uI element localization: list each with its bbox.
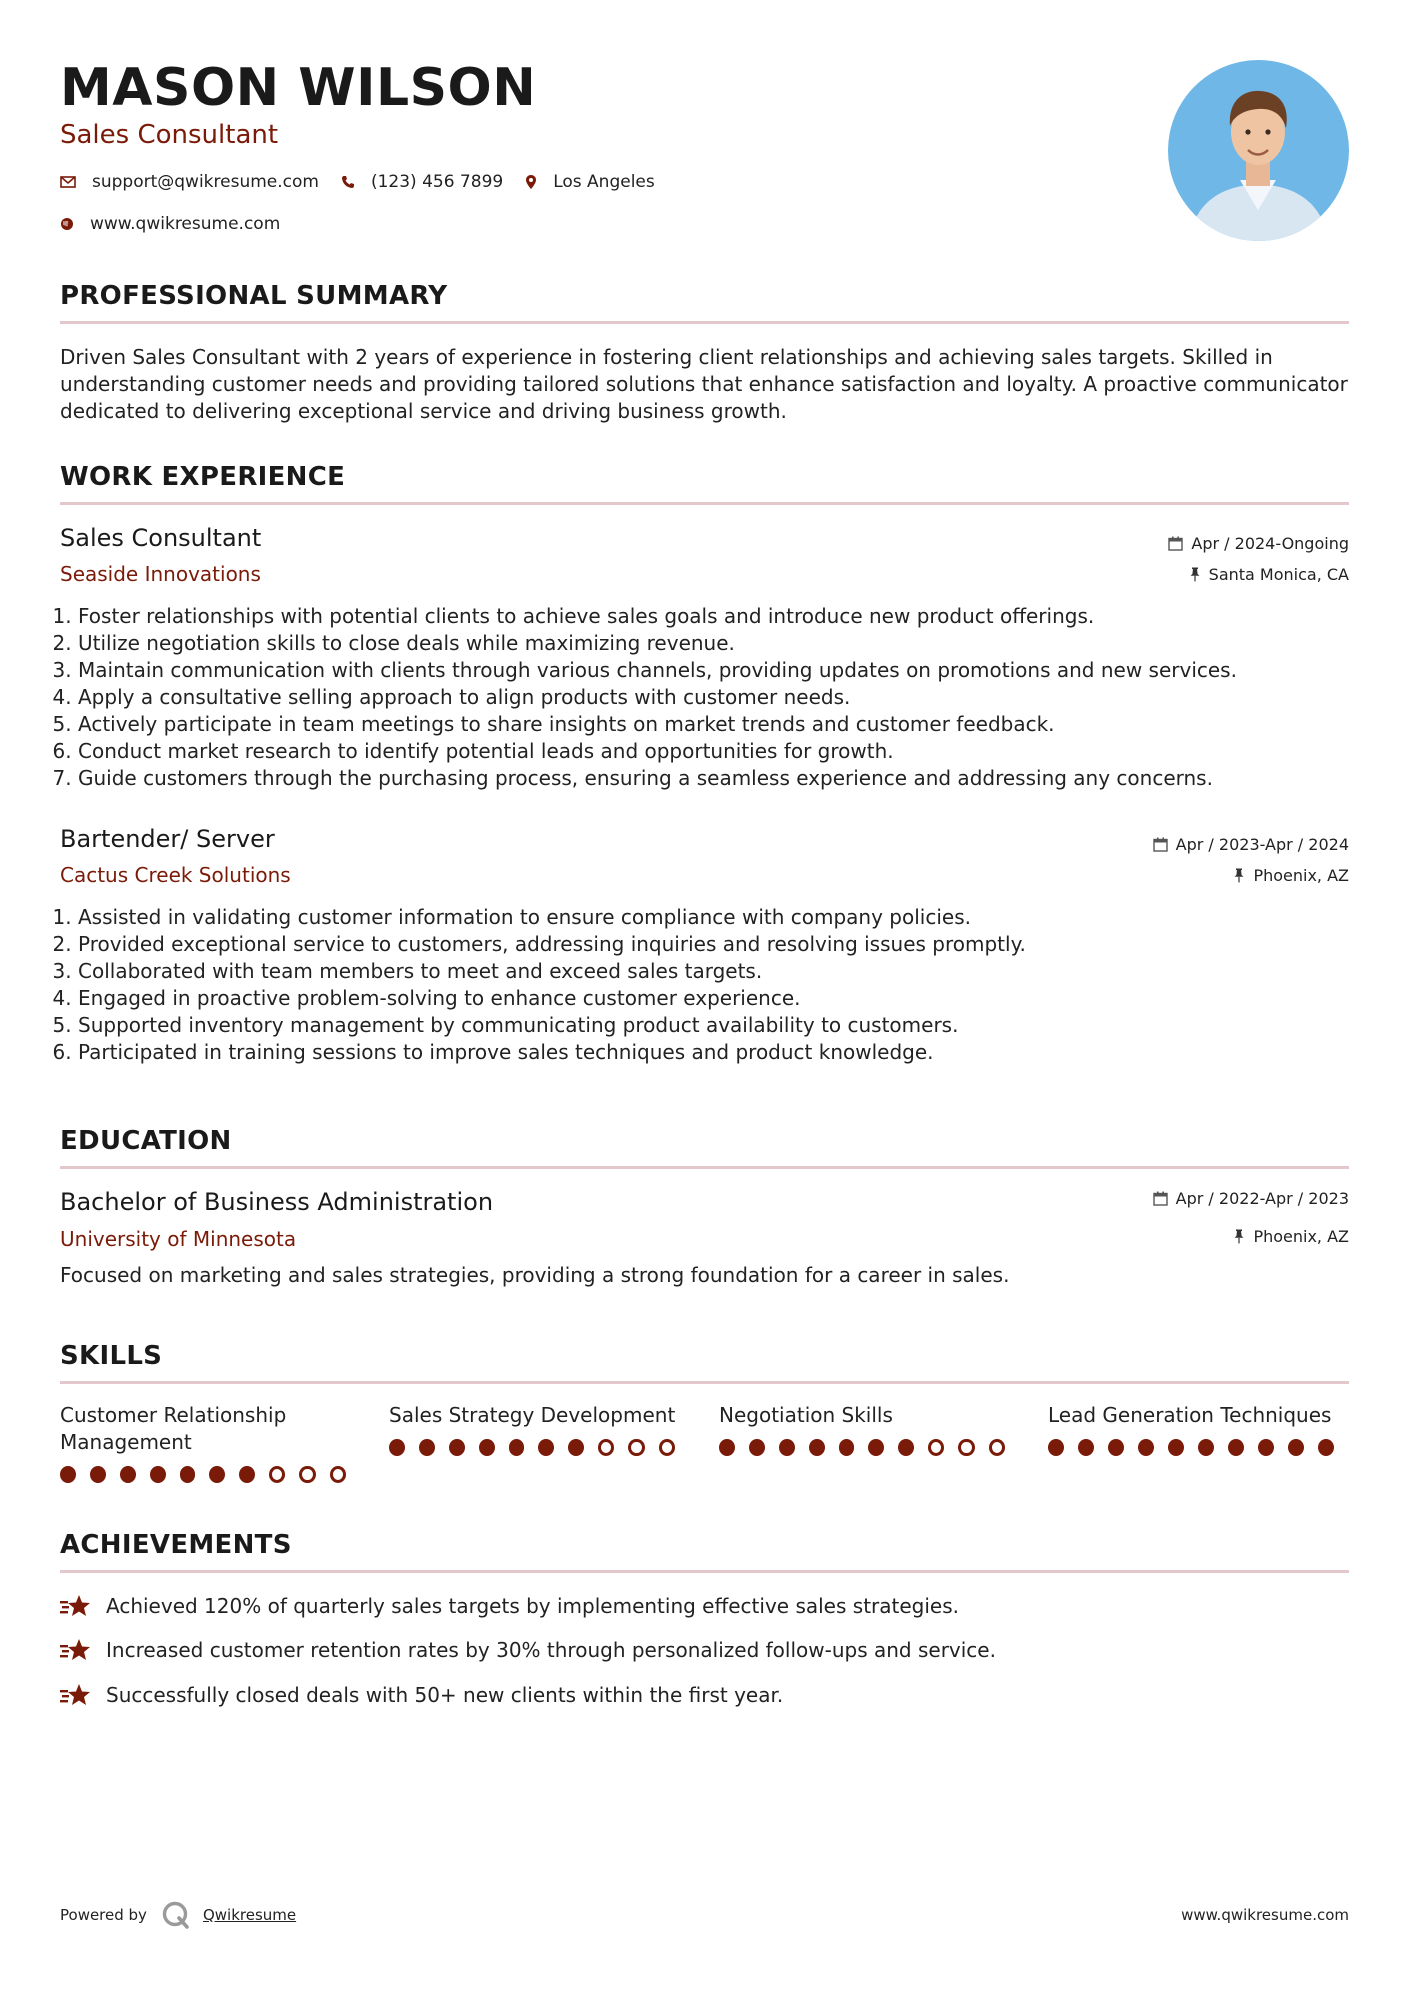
contact-email [60, 172, 319, 192]
rating-dot-filled [209, 1466, 225, 1483]
achievements-heading: ACHIEVEMENTS [60, 1530, 292, 1560]
rating-dot-empty [659, 1439, 675, 1456]
qwikresume-logo-icon [161, 1900, 191, 1930]
job-location [1189, 565, 1349, 584]
pin-icon [1189, 567, 1201, 582]
rating-dot-empty [958, 1439, 974, 1456]
skill-name: Customer Relationship Management [60, 1403, 287, 1454]
rating-dot-empty [299, 1466, 315, 1483]
skill-item [719, 1402, 1019, 1456]
rating-dot-filled [1048, 1439, 1064, 1456]
rating-dot-filled [719, 1439, 735, 1456]
rating-dot-filled [839, 1439, 855, 1456]
list-item: 4. Engaged in proactive problem-solving to enhance customer experience. [78, 985, 1368, 1012]
education-description: Focused on marketing and sales strategies, providing a strong foundation for a career in sales. [60, 1263, 1010, 1287]
achievement-item [60, 1682, 783, 1708]
rating-dot-filled [1138, 1439, 1154, 1456]
company-name: Cactus Creek Solutions [60, 863, 291, 887]
footer-url[interactable]: www.qwikresume.com [1181, 1906, 1349, 1924]
rating-dot-filled [898, 1439, 914, 1456]
calendar-icon [1153, 1191, 1168, 1206]
job-location-text: Phoenix, AZ [1253, 866, 1349, 885]
rating-dot-empty [598, 1439, 614, 1456]
job-dates [1168, 534, 1349, 553]
footer-powered-by [60, 1900, 296, 1930]
rating-dot-filled [1288, 1439, 1304, 1456]
star-icon [60, 1682, 92, 1708]
achievement-text: Achieved 120% of quarterly sales targets by implementing effective sales strategies. [106, 1594, 959, 1618]
skill-rating [719, 1439, 1019, 1456]
job-bullets [54, 603, 1368, 792]
skill-rating [60, 1466, 360, 1483]
rating-dot-filled [449, 1439, 465, 1456]
rating-dot-filled [538, 1439, 554, 1456]
skill-rating [1048, 1439, 1348, 1456]
list-item: 4. Apply a consultative selling approach to align products with customer needs. [78, 684, 1368, 711]
list-item: 7. Guide customers through the purchasing process, ensuring a seamless experience and addressing any concerns. [78, 765, 1368, 792]
job-location-text: Santa Monica, CA [1208, 565, 1349, 584]
section-divider [60, 321, 1349, 324]
section-divider [60, 1570, 1349, 1573]
rating-dot-filled [1318, 1439, 1334, 1456]
skill-item [60, 1402, 360, 1483]
list-item: 2. Provided exceptional service to customers, addressing inquiries and resolving issues promptly. [78, 931, 1368, 958]
pin-icon [1233, 868, 1245, 883]
job-title: Bartender/ Server [60, 825, 275, 853]
list-item: 3. Collaborated with team members to meet and exceed sales targets. [78, 958, 1368, 985]
list-item: 6. Participated in training sessions to improve sales techniques and product knowledge. [78, 1039, 1368, 1066]
job-title: Sales Consultant [60, 524, 262, 552]
candidate-name: MASON WILSON [60, 58, 537, 118]
company-name: Seaside Innovations [60, 562, 261, 586]
achievement-item [60, 1637, 996, 1663]
globe-icon [60, 217, 74, 231]
job-dates [1153, 835, 1349, 854]
education-dates [1153, 1189, 1349, 1208]
list-item: 2. Utilize negotiation skills to close deals while maximizing revenue. [78, 630, 1368, 657]
rating-dot-empty [628, 1439, 644, 1456]
rating-dot-filled [1168, 1439, 1184, 1456]
contact-row-website [60, 214, 302, 234]
rating-dot-filled [509, 1439, 525, 1456]
education-location [1233, 1227, 1349, 1246]
brand-link[interactable]: Qwikresume [202, 1906, 297, 1924]
rating-dot-empty [989, 1439, 1005, 1456]
envelope-icon [60, 176, 76, 188]
rating-dot-filled [779, 1439, 795, 1456]
list-item: 3. Maintain communication with clients through various channels, providing updates on promotions and new services. [78, 657, 1368, 684]
rating-dot-filled [60, 1466, 76, 1483]
rating-dot-filled [479, 1439, 495, 1456]
calendar-icon [1153, 837, 1168, 852]
map-pin-icon [525, 174, 537, 190]
rating-dot-filled [749, 1439, 765, 1456]
section-divider [60, 1166, 1349, 1169]
powered-by-text: Powered by [60, 1906, 147, 1924]
achievement-item [60, 1593, 959, 1619]
skill-name: Negotiation Skills [719, 1403, 893, 1427]
rating-dot-filled [239, 1466, 255, 1483]
rating-dot-filled [1078, 1439, 1094, 1456]
education-dates-text: Apr / 2022-Apr / 2023 [1175, 1189, 1349, 1208]
website-text[interactable]: www.qwikresume.com [90, 214, 281, 234]
rating-dot-empty [928, 1439, 944, 1456]
list-item: 1. Assisted in validating customer information to ensure compliance with company policies. [78, 904, 1368, 931]
phone-text[interactable]: (123) 456 7899 [370, 172, 504, 192]
achievement-text: Successfully closed deals with 50+ new clients within the first year. [106, 1683, 784, 1707]
rating-dot-filled [1198, 1439, 1214, 1456]
rating-dot-filled [1108, 1439, 1124, 1456]
email-text[interactable]: support@qwikresume.com [92, 172, 319, 192]
rating-dot-filled [868, 1439, 884, 1456]
achievement-text: Increased customer retention rates by 30% through personalized follow-ups and service. [106, 1638, 996, 1662]
contact-location [525, 172, 655, 192]
skill-name: Lead Generation Techniques [1048, 1403, 1332, 1427]
rating-dot-filled [120, 1466, 136, 1483]
job-dates-text: Apr / 2024-Ongoing [1191, 534, 1349, 553]
rating-dot-filled [389, 1439, 405, 1456]
skill-item [1048, 1402, 1348, 1456]
calendar-icon [1168, 536, 1183, 551]
skill-rating [389, 1439, 689, 1456]
job-bullets [54, 904, 1368, 1066]
rating-dot-empty [269, 1466, 285, 1483]
summary-heading: PROFESSIONAL SUMMARY [60, 281, 448, 311]
rating-dot-filled [809, 1439, 825, 1456]
list-item: 6. Conduct market research to identify potential leads and opportunities for growth. [78, 738, 1368, 765]
section-divider [60, 502, 1349, 505]
rating-dot-filled [1228, 1439, 1244, 1456]
rating-dot-filled [90, 1466, 106, 1483]
contact-row [60, 172, 677, 192]
star-icon [60, 1593, 92, 1619]
rating-dot-empty [330, 1466, 346, 1483]
contact-website [60, 214, 280, 234]
education-heading: EDUCATION [60, 1126, 232, 1156]
profile-photo [1168, 60, 1349, 241]
job-dates-text: Apr / 2023-Apr / 2024 [1175, 835, 1349, 854]
skill-name: Sales Strategy Development [389, 1403, 676, 1427]
contact-phone [341, 172, 503, 192]
location-text: Los Angeles [553, 172, 655, 192]
rating-dot-filled [568, 1439, 584, 1456]
skill-item [389, 1402, 689, 1456]
candidate-title: Sales Consultant [60, 120, 279, 150]
experience-heading: WORK EXPERIENCE [60, 462, 346, 492]
job-location [1233, 866, 1349, 885]
list-item: 5. Actively participate in team meetings to share insights on market trends and customer feedback. [78, 711, 1368, 738]
summary-text: Driven Sales Consultant with 2 years of experience in fostering client relationships and achieving sales targets. Skilled in understanding customer needs and providing tailored solutions that enhance satisfaction and loyalty. A proactive communicator dedicated to delivering exceptional service and driving business growth. [60, 345, 1348, 423]
list-item: 1. Foster relationships with potential clients to achieve sales goals and introduce new product offerings. [78, 603, 1368, 630]
school-name: University of Minnesota [60, 1227, 297, 1251]
section-divider [60, 1381, 1349, 1384]
rating-dot-filled [150, 1466, 166, 1483]
degree-title: Bachelor of Business Administration [60, 1188, 494, 1216]
phone-icon [341, 175, 355, 189]
education-location-text: Phoenix, AZ [1253, 1227, 1349, 1246]
pin-icon [1233, 1229, 1245, 1244]
list-item: 5. Supported inventory management by communicating product availability to customers. [78, 1012, 1368, 1039]
rating-dot-filled [180, 1466, 196, 1483]
rating-dot-filled [419, 1439, 435, 1456]
star-icon [60, 1637, 92, 1663]
rating-dot-filled [1258, 1439, 1274, 1456]
skills-heading: SKILLS [60, 1341, 163, 1371]
